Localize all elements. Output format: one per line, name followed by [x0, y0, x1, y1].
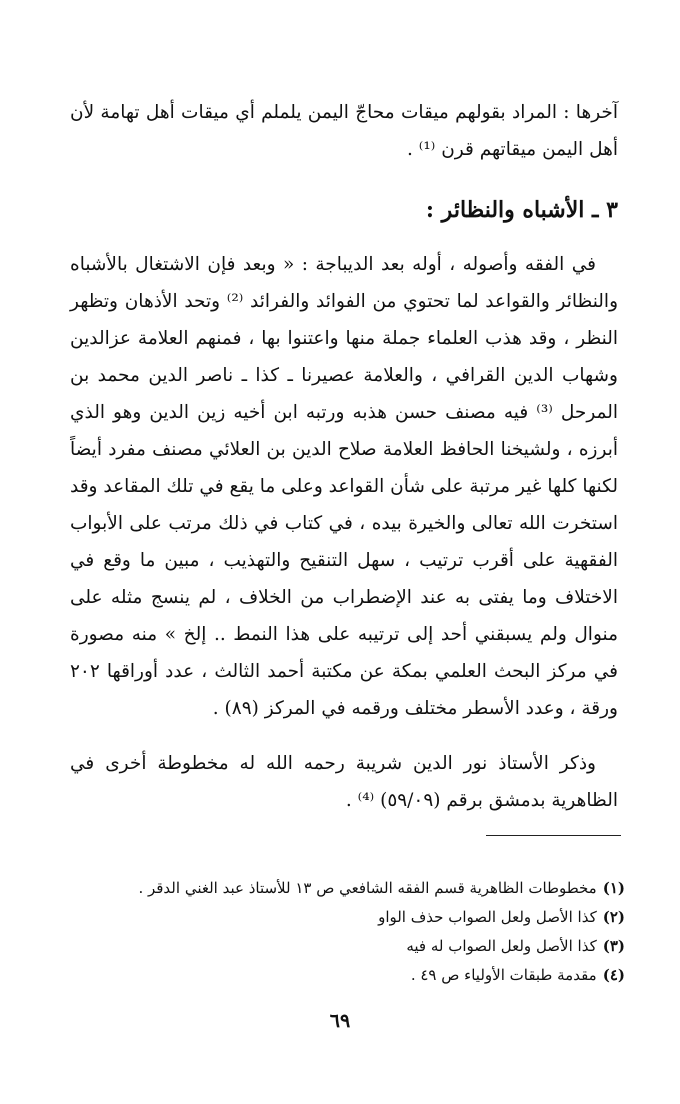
paragraph-main: في الفقه وأصوله ، أوله بعد الديباجة : « وبعد فإن الاشتغال بالأشباه والنظائر والقواعد لما تحتوي من الفوائد والفرائد ⁽²⁾ وتحد الأذهان وتظهر النظر ، وقد هذب العلماء جملة منها واعتنوا بها ، فمنهم العلامة عزالدين وشهاب الدين القرافي ، والعلامة عصيرنا ـ كذا ـ ناصر الدين محمد بن المرحل ⁽³⁾ فيه مصنف حسن هذبه ورتبه ابن أخيه زين الدين وهو الذي أبرزه ، ولشيخنا الحافظ العلامة صلاح الدين بن العلائي مصنف مفرد أيضاً لكنها كلها غير مرتبة على شأن القواعد وعلى ما يقع في تلك المقاعد وقد استخرت الله تعالى والخيرة بيده ، في كتاب في ذلك مرتب على الأبواب الفقهية على أقرب ترتيب ، سهل التنقيح والتهذيب ، مبين ما وقع في الاختلاف وما يفتى به عند الإضطراب من الخلاف ، لم ينسج مثله على منوال ولم يسبقني أحد إلى ترتيبه على هذا النمط .. إلخ » منه مصورة في مركز البحث العلمي بمكة عن مكتبة أحمد الثالث ، عدد أوراقها ٢٠٢ ورقة ، وعدد الأسطر مختلف ورقمه في المركز (٨٩) . [70, 254, 619, 719]
footnote-number: (٤) [602, 966, 625, 984]
section-heading: ٣ ـ الأشباه والنظائر : [425, 197, 618, 223]
footnote-number: (٢) [602, 908, 625, 926]
footnote-number: (١) [602, 879, 625, 897]
page-body [70, 94, 618, 819]
page-number: ٦٩ [329, 1010, 351, 1032]
footnote-item [80, 874, 625, 903]
footnote-item [80, 903, 625, 932]
footnote-text: كذا الأصل ولعل الصواب حذف الواو [378, 908, 597, 926]
footnote-number: (٣) [602, 937, 625, 955]
paragraph-intro: آخرها : المراد بقولهم ميقات محاجّ اليمن يلملم أي ميقات أهل تهامة لأن أهل اليمن ميقاتهم قرن ⁽¹⁾ . [70, 102, 618, 160]
footnotes [80, 874, 625, 990]
footnote-text: مقدمة طبقات الأولياء ص ٤٩ . [410, 966, 597, 984]
paragraph-gap [70, 727, 618, 745]
paragraph-closing: وذكر الأستاذ نور الدين شريبة رحمه الله له مخطوطة أخرى في الظاهرية بدمشق برقم (٥٩/٠٩) ⁽⁴⁾ . [70, 753, 618, 811]
footnote-text: كذا الأصل ولعل الصواب له فيه [406, 937, 597, 955]
footnote-item [80, 932, 625, 961]
footnote-separator [486, 835, 621, 836]
footnote-text: مخطوطات الظاهرية قسم الفقه الشافعي ص ١٣ للأستاذ عبد الغني الدقر . [138, 879, 597, 897]
footnote-item [80, 961, 625, 990]
